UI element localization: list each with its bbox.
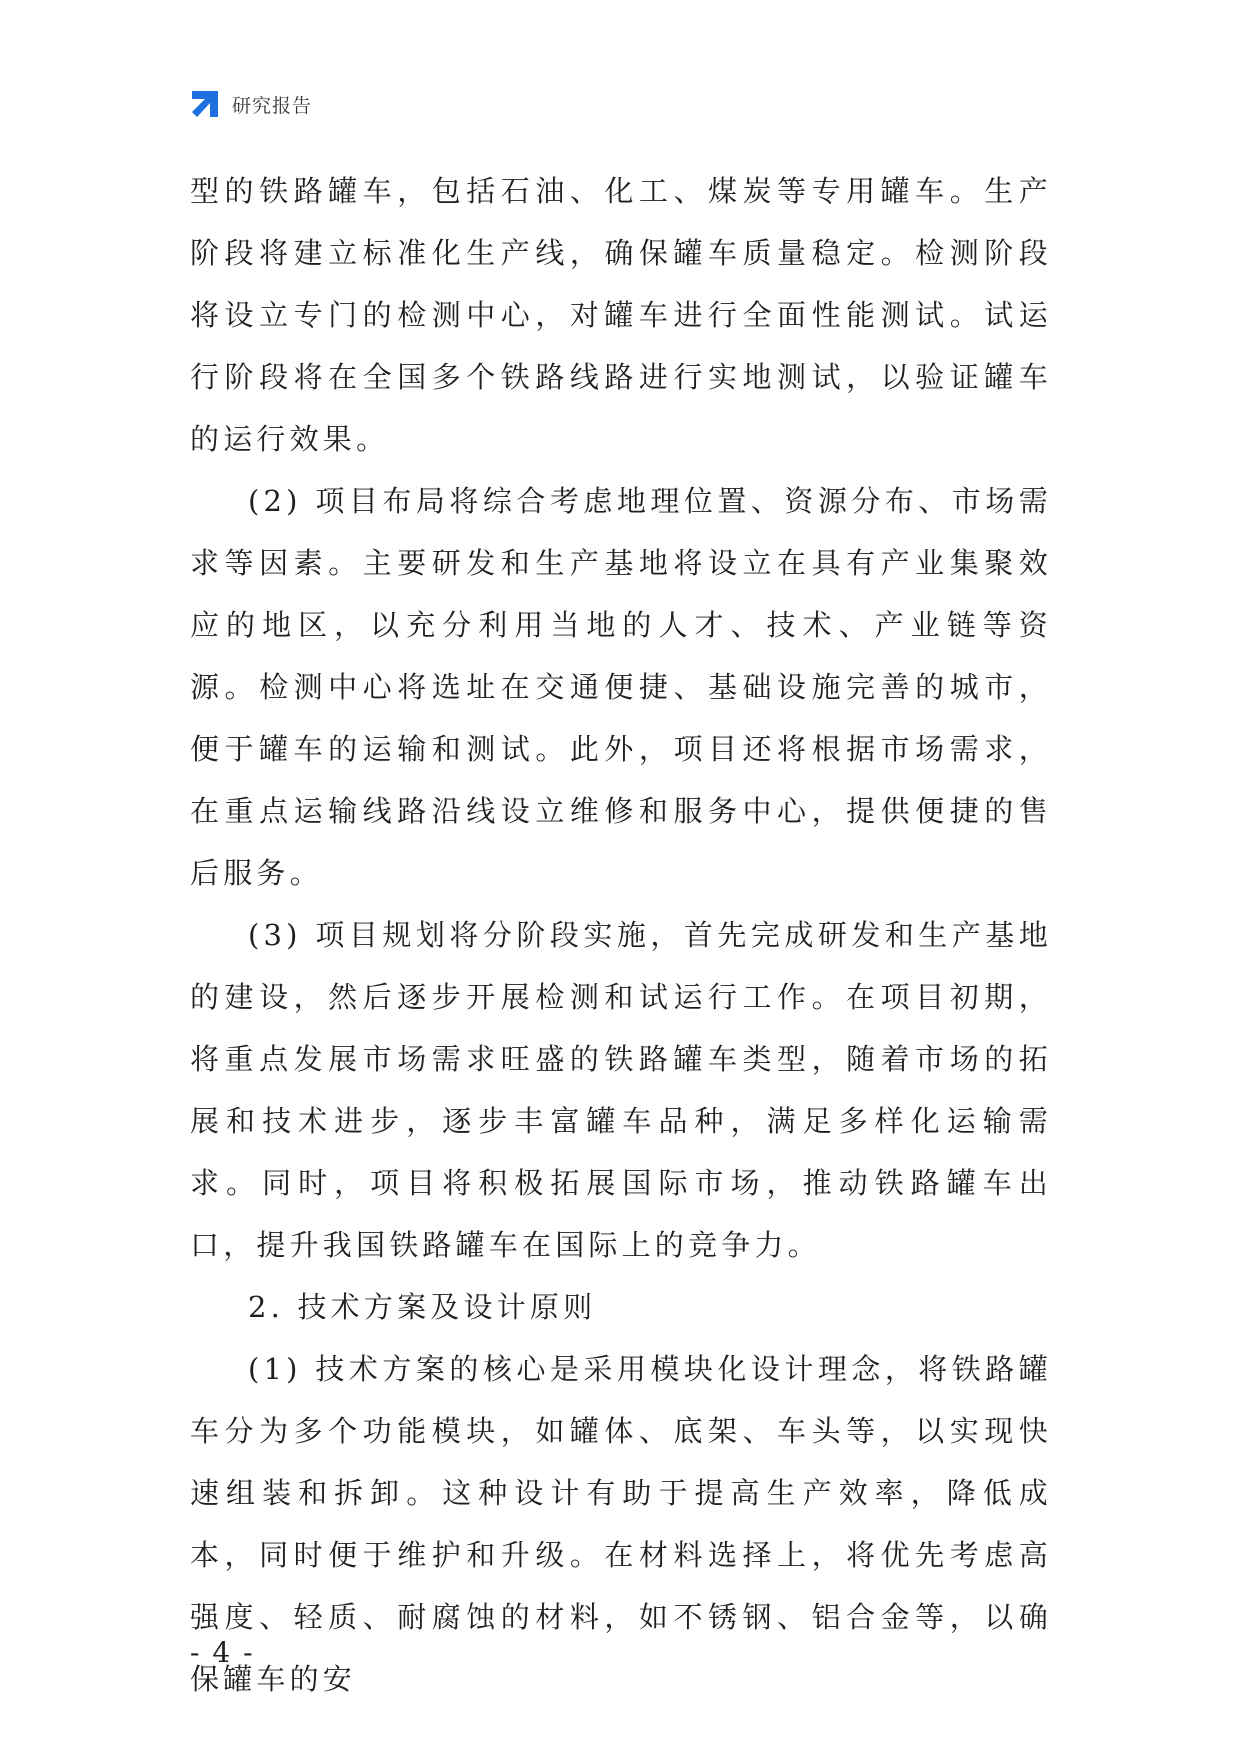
paragraph-technical-scheme: (1) 技术方案的核心是采用模块化设计理念，将铁路罐车分为多个功能模块，如罐体、底架、车头等，以实现快速组装和拆卸。这种设计有助于提高生产效率，降低成本，同时便于维护和升级。在材料选择上，将优先考虑高强度、轻质、耐腐蚀的材料，如不锈钢、铝合金等，以确保罐车的安 <box>190 1352 1052 1696</box>
page-header <box>188 86 312 122</box>
page-number: - 4 - <box>190 1636 255 1669</box>
header-title: 研究报告 <box>232 94 313 117</box>
paragraph-continuation: 型的铁路罐车，包括石油、化工、煤炭等专用罐车。生产阶段将建立标准化生产线，确保罐车质量稳定。检测阶段将设立专门的检测中心，对罐车进行全面性能测试。试运行阶段将在全国多个铁路线路进行实地测试，以验证罐车的运行效果。 <box>190 174 1052 456</box>
paragraph-project-layout: (2) 项目布局将综合考虑地理位置、资源分布、市场需求等因素。主要研发和生产基地将设立在具有产业集聚效应的地区，以充分利用当地的人才、技术、产业链等资源。检测中心将选址在交通便捷、基础设施完善的城市，便于罐车的运输和测试。此外，项目还将根据市场需求，在重点运输线路沿线设立维修和服务中心，提供便捷的售后服务。 <box>190 484 1052 890</box>
document-body <box>190 160 1052 1710</box>
arrow-up-right-icon <box>188 87 222 121</box>
paragraph-project-planning: (3) 项目规划将分阶段实施，首先完成研发和生产基地的建设，然后逐步开展检测和试运行工作。在项目初期，将重点发展市场需求旺盛的铁路罐车类型，随着市场的拓展和技术进步，逐步丰富罐车品种，满足多样化运输需求。同时，项目将积极拓展国际市场，推动铁路罐车出口，提升我国铁路罐车在国际上的竞争力。 <box>190 918 1052 1262</box>
section-heading: 2. 技术方案及设计原则 <box>248 1290 597 1324</box>
